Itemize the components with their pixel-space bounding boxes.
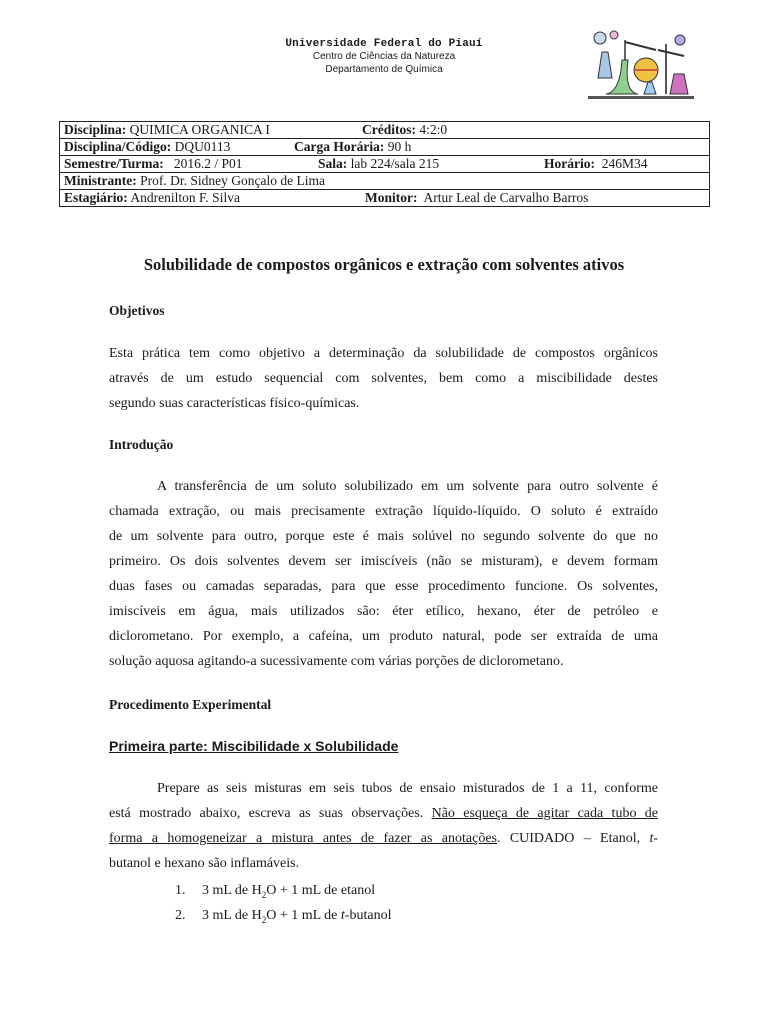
disciplina-value: QUIMICA ORGANICA I — [129, 122, 270, 137]
university-name: Universidade Federal do Piauí — [285, 38, 483, 50]
list-item-subscript: 2 — [261, 889, 267, 900]
introducao-line: duas fases ou camadas separadas, para que esse procedimento funcione. Os solventes, — [109, 579, 658, 594]
list-item-text: 3 mL de H — [202, 883, 262, 898]
procedimento-line — [109, 826, 658, 851]
italic-t: t — [649, 831, 654, 846]
department-name: Departamento de Química — [325, 64, 443, 75]
chemistry-lab-glassware-icon — [588, 30, 694, 106]
info-row-semestre — [60, 156, 710, 173]
info-row-codigo — [60, 139, 710, 156]
course-info-table — [59, 121, 710, 207]
list-item-italic: t — [340, 908, 345, 923]
objetivos-line: Esta prática tem como objetivo a determinação da solubilidade de compostos orgânicos — [109, 346, 658, 361]
list-item-subscript: 2 — [261, 914, 267, 925]
warning-underlined-text: forma a homogeneizar a mistura antes de fazer as anotações — [109, 831, 497, 846]
list-item-number: 1. — [175, 883, 186, 898]
list-item — [175, 908, 391, 925]
list-item-text: -butanol — [344, 908, 392, 923]
procedimento-text: . CUIDADO – Etanol, — [496, 831, 650, 846]
document-title: Solubilidade de compostos orgânicos e extração com solventes ativos — [143, 255, 625, 274]
introducao-line: diclorometano. Por exemplo, a cafeína, um produto natural, pode ser extraída de uma — [109, 629, 658, 644]
sala-value: lab 224/sala 215 — [350, 156, 440, 171]
ministrante-value: Prof. Dr. Sidney Gonçalo de Lima — [140, 173, 325, 188]
creditos-label: Créditos: — [362, 122, 416, 137]
codigo-value: DQU0113 — [174, 139, 231, 154]
horario-label: Horário: — [544, 156, 595, 171]
procedimento-line: butanol e hexano são inflamáveis. — [109, 856, 300, 871]
list-item-text: O + 1 mL de — [266, 908, 341, 923]
carga-value: 90 h — [387, 139, 412, 154]
center-name: Centro de Ciências da Natureza — [312, 51, 456, 62]
info-row-estagiario — [60, 190, 710, 207]
objetivos-paragraph — [109, 341, 658, 416]
ministrante-label: Ministrante: — [64, 173, 137, 188]
carga-label: Carga Horária: — [294, 139, 385, 154]
introducao-line: de um solvente para outro, porque este é mais solúvel no segundo solvente do que no — [109, 529, 658, 544]
procedimento-line: Prepare as seis misturas em seis tubos de ensaio misturados de 1 a 11, conforme — [157, 781, 658, 796]
estagiario-label: Estagiário: — [64, 190, 128, 205]
procedimento-paragraph — [109, 776, 658, 876]
codigo-label: Disciplina/Código: — [64, 139, 172, 154]
creditos-value: 4:2:0 — [419, 122, 448, 137]
disciplina-label: Disciplina: — [64, 122, 127, 137]
procedimento-text: - — [653, 831, 658, 846]
introducao-heading: Introdução — [109, 437, 174, 452]
warning-underlined-text: Não esqueça de agitar cada tubo de — [431, 806, 658, 821]
objetivos-line: através de um estudo sequencial com solventes, bem como a miscibilidade destes — [109, 371, 658, 386]
introducao-line: primeiro. Os dois solventes devem ser imiscíveis (não se misturam), e devem formam — [109, 554, 658, 569]
introducao-line: A transferência de um soluto solubilizado em um solvente para outro solvente é — [157, 479, 658, 494]
monitor-label: Monitor: — [365, 190, 418, 205]
list-item — [175, 883, 375, 900]
list-item-text: O + 1 mL de etanol — [266, 883, 376, 898]
introducao-paragraph — [109, 474, 658, 674]
introducao-line: chamada extração, ou mais precisamente extração líquido-líquido. O soluto é extraído — [109, 504, 658, 519]
primeira-parte-heading: Primeira parte: Miscibilidade x Solubilidade — [109, 738, 399, 754]
procedimento-heading: Procedimento Experimental — [109, 697, 272, 712]
objetivos-heading: Objetivos — [109, 303, 165, 318]
info-row-disciplina — [60, 122, 710, 139]
procedimento-line — [109, 801, 658, 826]
procedimento-text: está mostrado abaixo, escreva as suas observações. — [109, 806, 432, 821]
monitor-value: Artur Leal de Carvalho Barros — [423, 190, 589, 205]
horario-value: 246M34 — [601, 156, 648, 171]
estagiario-value: Andrenilton F. Silva — [130, 190, 240, 205]
sala-label: Sala: — [318, 156, 348, 171]
objetivos-line: segundo suas características físico-químicas. — [109, 396, 360, 411]
introducao-line: solução aquosa agitando-a sucessivamente com várias porções de diclorometano. — [109, 654, 564, 669]
info-row-ministrante — [60, 173, 710, 190]
introducao-line: imiscíveis em água, mais utilizados são: éter etílico, hexano, éter de petróleo e — [109, 604, 658, 619]
semestre-value: 2016.2 / P01 — [173, 156, 243, 171]
list-item-text: 3 mL de H — [202, 908, 262, 923]
list-item-number: 2. — [175, 908, 186, 923]
semestre-label: Semestre/Turma: — [64, 156, 164, 171]
